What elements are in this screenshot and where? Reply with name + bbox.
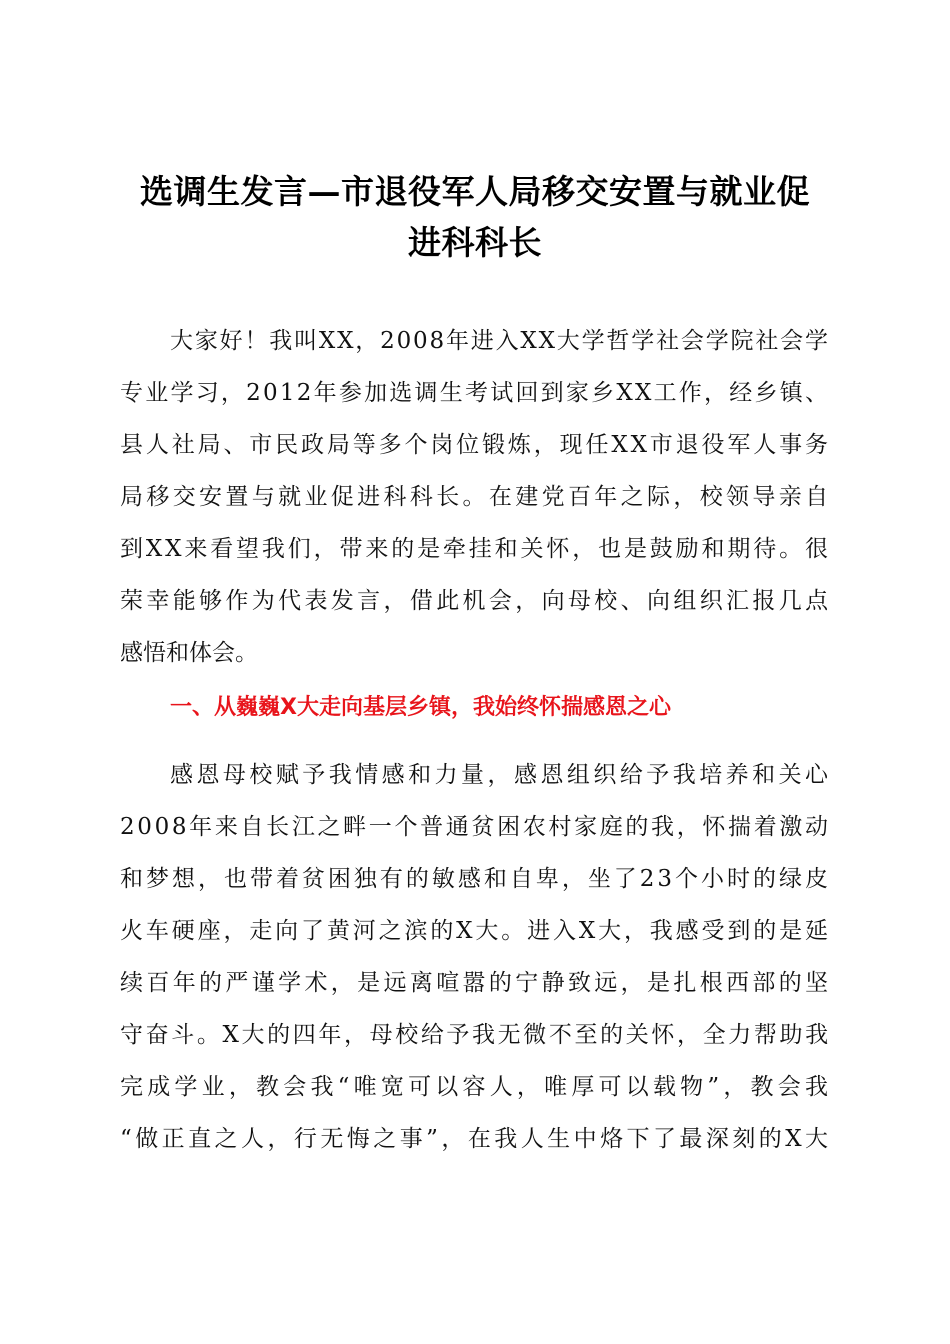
paragraph-line: 到XX来看望我们，带来的是牵挂和关怀，也是鼓励和期待。很 [120, 536, 831, 562]
paragraph-line: 续百年的严谨学术，是远离喧嚣的宁静致远，是扎根西部的坚 [120, 970, 832, 996]
paragraph-line: 县人社局、市民政局等多个岗位锻炼，现任XX市退役军人事务 [120, 432, 831, 458]
paragraph-line: 感悟和体会。 [120, 640, 258, 666]
paragraph-line: 感恩母校赋予我情感和力量，感恩组织给予我培养和关心 [170, 762, 832, 788]
paragraph-line: “做正直之人，行无悔之事”，在我人生中烙下了最深刻的X大 [120, 1126, 832, 1152]
document-title-line-2: 进科科长 [408, 223, 542, 262]
paragraph-line: 火车硬座，走向了黄河之滨的X大。进入X大，我感受到的是延 [120, 918, 831, 944]
document-title-line-1: 选调生发言—市退役军人局移交安置与就业促 [140, 172, 810, 211]
section-heading: 一、从巍巍X大走向基层乡镇，我始终怀揣感恩之心 [170, 695, 671, 720]
paragraph-line: 局移交安置与就业促进科科长。在建党百年之际，校领导亲自 [120, 484, 832, 510]
paragraph-line: 完成学业，教会我“唯宽可以容人，唯厚可以载物”，教会我 [120, 1074, 833, 1100]
paragraph-line: 荣幸能够作为代表发言，借此机会，向母校、向组织汇报几点 [120, 588, 832, 614]
paragraph-line: 专业学习，2012年参加选调生考试回到家乡XX工作，经乡镇、 [120, 380, 831, 406]
paragraph-line: 2008年来自长江之畔一个普通贫困农村家庭的我，怀揣着激动 [120, 814, 831, 840]
paragraph-line: 守奋斗。X大的四年，母校给予我无微不至的关怀，全力帮助我 [120, 1022, 831, 1048]
paragraph-line: 和梦想，也带着贫困独有的敏感和自卑，坐了23个小时的绿皮 [120, 866, 831, 892]
paragraph-line: 大家好！我叫XX，2008年进入XX大学哲学社会学院社会学 [170, 328, 830, 354]
